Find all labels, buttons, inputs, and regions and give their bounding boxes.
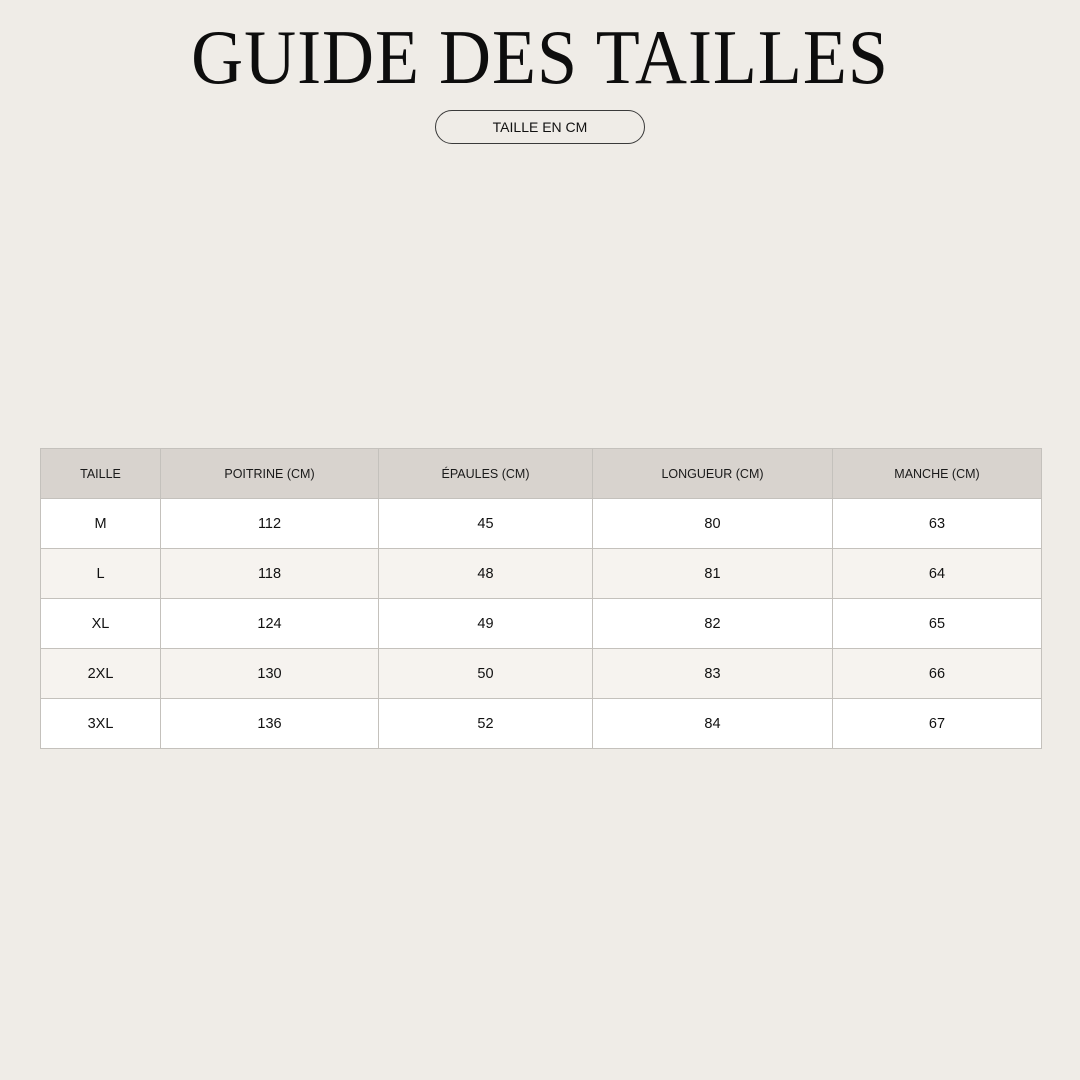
cell-shoulders: 48 — [379, 549, 593, 599]
column-header-chest: POITRINE (CM) — [161, 449, 379, 499]
table-row — [41, 599, 1042, 649]
cell-sleeve: 66 — [833, 649, 1042, 699]
cell-length: 83 — [593, 649, 833, 699]
cell-shoulders: 49 — [379, 599, 593, 649]
column-header-size: TAILLE — [41, 449, 161, 499]
cell-length: 84 — [593, 699, 833, 749]
cell-shoulders: 50 — [379, 649, 593, 699]
cell-chest: 124 — [161, 599, 379, 649]
cell-size: L — [41, 549, 161, 599]
cell-chest: 130 — [161, 649, 379, 699]
cell-chest: 112 — [161, 499, 379, 549]
cell-sleeve: 67 — [833, 699, 1042, 749]
table-row — [41, 699, 1042, 749]
cell-length: 82 — [593, 599, 833, 649]
table-header-row — [41, 449, 1042, 499]
cell-size: M — [41, 499, 161, 549]
cell-shoulders: 45 — [379, 499, 593, 549]
cell-length: 81 — [593, 549, 833, 599]
cell-sleeve: 64 — [833, 549, 1042, 599]
cell-shoulders: 52 — [379, 699, 593, 749]
size-table — [40, 448, 1042, 749]
cell-size: 2XL — [41, 649, 161, 699]
table-row — [41, 499, 1042, 549]
column-header-length: LONGUEUR (CM) — [593, 449, 833, 499]
unit-badge-label: TAILLE EN CM — [492, 119, 588, 135]
column-header-sleeve: MANCHE (CM) — [833, 449, 1042, 499]
page-title: GUIDE DES TAILLES — [191, 14, 889, 101]
cell-size: 3XL — [41, 699, 161, 749]
cell-sleeve: 65 — [833, 599, 1042, 649]
cell-chest: 118 — [161, 549, 379, 599]
cell-sleeve: 63 — [833, 499, 1042, 549]
table-row — [41, 649, 1042, 699]
table-row — [41, 549, 1042, 599]
cell-size: XL — [41, 599, 161, 649]
unit-badge — [435, 110, 645, 144]
column-header-shoulders: ÉPAULES (CM) — [379, 449, 593, 499]
cell-chest: 136 — [161, 699, 379, 749]
cell-length: 80 — [593, 499, 833, 549]
